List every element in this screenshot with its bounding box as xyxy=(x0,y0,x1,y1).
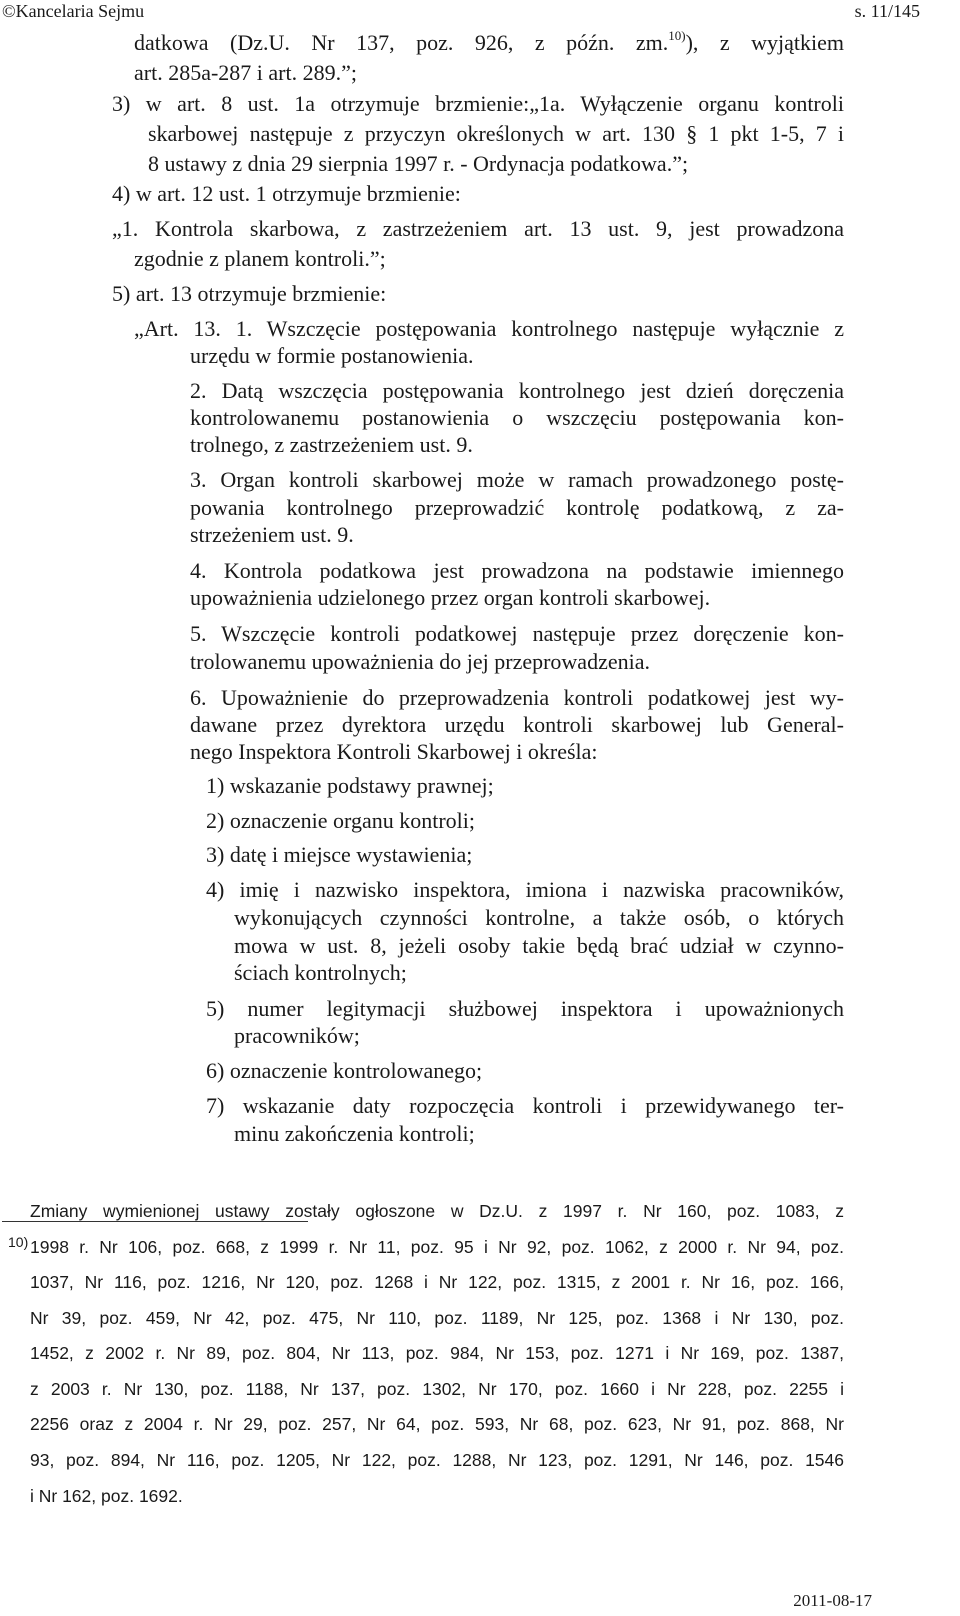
body-line: urzędu w formie postanowienia. xyxy=(190,343,474,368)
body-line: kontrolowanemu postanowienia o wszczęciu postępowania kon- xyxy=(190,405,844,430)
footnote-mark: 10) xyxy=(8,1234,29,1250)
body-line: „Art. 13. 1. Wszczęcie postępowania kontrolnego następuje wyłącznie z xyxy=(134,316,844,341)
body-line: datkowa (Dz.U. Nr 137, poz. 926, z późn. zm.$^{10)}$), z wyjątkiem xyxy=(134,28,845,55)
list-item: minu zakończenia kontroli; xyxy=(234,1121,475,1146)
body-line: art. 285a-287 i art. 289.”; xyxy=(134,60,357,85)
body-line: trolnego, z zastrzeżeniem ust. 9. xyxy=(190,432,473,457)
footnote-ref: 10) xyxy=(668,28,686,43)
body-line: 8 ustawy z dnia 29 sierpnia 1997 r. - Ordynacja podatkowa.”; xyxy=(148,151,689,176)
list-item: pracowników; xyxy=(234,1023,360,1048)
body-line: 5) art. 13 otrzymuje brzmienie: xyxy=(112,281,387,306)
list-item: 3) datę i miejsce wystawienia; xyxy=(206,842,473,867)
footnote-line: 1037, Nr 116, poz. 1216, Nr 120, poz. 1268 i Nr 122, poz. 1315, z 2001 r. Nr 16, poz. 166, xyxy=(30,1272,844,1292)
body-line: nego Inspektora Kontroli Skarbowej i określa: xyxy=(190,739,598,764)
body-line: zgodnie z planem kontroli.”; xyxy=(134,246,386,271)
footnote-line: 93, poz. 894, Nr 116, poz. 1205, Nr 122, poz. 1288, Nr 123, poz. 1291, Nr 146, poz. 1546 xyxy=(30,1450,844,1470)
body-line: upoważnienia udzielonego przez organ kontroli skarbowej. xyxy=(190,585,711,610)
list-item: ściach kontrolnych; xyxy=(234,960,407,985)
list-item: 7) wskazanie daty rozpoczęcia kontroli i przewidywanego ter- xyxy=(206,1093,844,1118)
footnote-line: i Nr 162, poz. 1692. xyxy=(30,1486,183,1506)
list-item: wykonujących czynności kontrolne, a także osób, o których xyxy=(234,905,844,930)
body-line: skarbowej następuje z przyczyn określonych w art. 130 § 1 pkt 1-5, 7 i xyxy=(148,121,844,146)
body-line: 4) w art. 12 ust. 1 otrzymuje brzmienie: xyxy=(112,181,461,206)
footer-date: 2011-08-17 xyxy=(793,1591,872,1610)
list-item: 1) wskazanie podstawy prawnej; xyxy=(206,773,494,798)
footnote-line: Nr 39, poz. 459, Nr 42, poz. 475, Nr 110, poz. 1189, Nr 125, poz. 1368 i Nr 130, poz. xyxy=(30,1308,844,1328)
body-line: 3. Organ kontroli skarbowej może w ramach prowadzonego postę- xyxy=(190,467,844,492)
footnote-line: 1998 r. Nr 106, poz. 668, z 1999 r. Nr 11, poz. 95 i Nr 92, poz. 1062, z 2000 r. Nr 94, poz. xyxy=(30,1237,844,1257)
body-line: dawane przez dyrektora urzędu kontroli skarbowej lub General- xyxy=(190,712,844,737)
footnote-line: Zmiany wymienionej ustawy zostały ogłoszone w Dz.U. z 1997 r. Nr 160, poz. 1083, z xyxy=(30,1201,844,1221)
header-publisher: ©Kancelaria Sejmu xyxy=(2,1,145,21)
list-item: mowa w ust. 8, jeżeli osoby takie będą brać udział w czynno- xyxy=(234,933,844,958)
list-item: 4) imię i nazwisko inspektora, imiona i nazwiska pracowników, xyxy=(206,877,844,902)
footnote-line: 2256 oraz z 2004 r. Nr 29, poz. 257, Nr 64, poz. 593, Nr 68, poz. 623, Nr 91, poz. 868, Nr xyxy=(30,1414,844,1434)
footnote-line: z 2003 r. Nr 130, poz. 1188, Nr 137, poz. 1302, Nr 170, poz. 1660 i Nr 228, poz. 2255 i xyxy=(30,1379,844,1399)
list-item: 5) numer legitymacji służbowej inspektora i upoważnionych xyxy=(206,996,844,1021)
footnote-line: 1452, z 2002 r. Nr 89, poz. 804, Nr 113, poz. 984, Nr 153, poz. 1271 i Nr 169, poz. 1387, xyxy=(30,1343,844,1363)
body-line: strzeżeniem ust. 9. xyxy=(190,522,354,547)
body-line: 4. Kontrola podatkowa jest prowadzona na podstawie imiennego xyxy=(190,558,844,583)
header-page-number: s. 11/145 xyxy=(854,1,920,21)
list-item: 2) oznaczenie organu kontroli; xyxy=(206,808,475,833)
body-line: „1. Kontrola skarbowa, z zastrzeżeniem art. 13 ust. 9, jest prowadzona xyxy=(112,216,844,241)
body-line: 2. Datą wszczęcia postępowania kontrolnego jest dzień doręczenia xyxy=(190,378,844,403)
body-line: 3) w art. 8 ust. 1a otrzymuje brzmienie:„1a. Wyłączenie organu kontroli xyxy=(112,91,844,116)
body-line: trolowanemu upoważnienia do jej przeprowadzenia. xyxy=(190,649,650,674)
body-line: 6. Upoważnienie do przeprowadzenia kontroli podatkowej jest wy- xyxy=(190,685,844,710)
list-item: 6) oznaczenie kontrolowanego; xyxy=(206,1058,483,1083)
body-line: powania kontrolnego przeprowadzić kontrolę podatkową, z za- xyxy=(190,495,844,520)
body-line: 5. Wszczęcie kontroli podatkowej następuje przez doręczenie kon- xyxy=(190,621,844,646)
